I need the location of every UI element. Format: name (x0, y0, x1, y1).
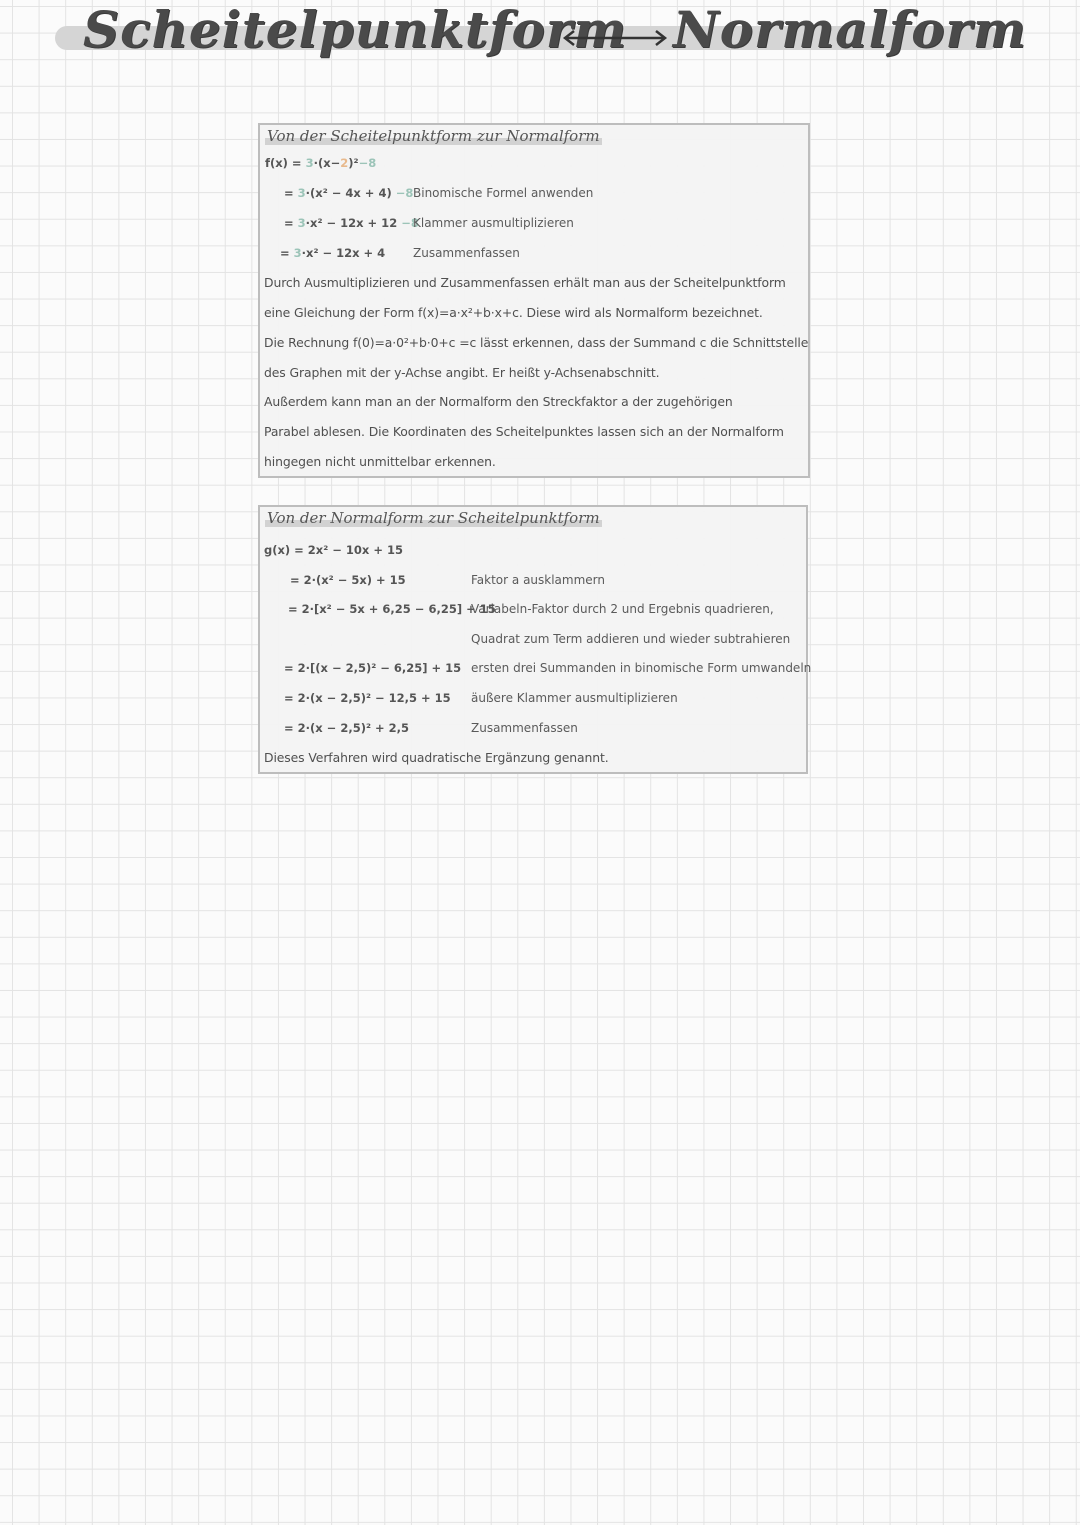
paragraph-line: eine Gleichung der Form f(x)=a·x²+b·x+c. Diese wird als Normalform bezeichnet. (264, 305, 763, 320)
paragraph-line: des Graphen mit der y-Achse angibt. Er heißt y-Achsenabschnitt. (264, 365, 660, 380)
section-scheitelpunkt-to-normal (258, 123, 810, 478)
equation-row: = 3·(x² − 4x + 4) −8 (284, 186, 414, 200)
equation-row: = 2·(x² − 5x) + 15 (290, 573, 406, 587)
equation-row: g(x) = 2x² − 10x + 15 (264, 543, 403, 557)
paragraph-line: Durch Ausmultiplizieren und Zusammenfassen erhält man aus der Scheitelpunktform (264, 275, 786, 290)
equation-row: = 2·(x − 2,5)² − 12,5 + 15 (284, 691, 451, 705)
step-description: Binomische Formel anwenden (413, 186, 594, 200)
step-description: Quadrat zum Term addieren und wieder subtrahieren (471, 632, 791, 646)
double-arrow-icon (560, 27, 670, 49)
equation-row: f(x) = 3·(x−2)²−8 (265, 156, 377, 170)
section-normal-to-scheitelpunkt (258, 505, 812, 774)
step-description: Zusammenfassen (471, 721, 578, 735)
equation-row: = 3·x² − 12x + 12 −8 (284, 216, 419, 230)
equation-row: = 2·[x² − 5x + 6,25 − 6,25] + 15 (288, 602, 496, 616)
paragraph-line: Die Rechnung f(0)=a·0²+b·0+c =c lässt erkennen, dass der Summand c die Schnittstelle (264, 335, 809, 350)
step-description: äußere Klammer ausmultiplizieren (471, 691, 678, 705)
paragraph-line: Außerdem kann man an der Normalform den Streckfaktor a der zugehörigen (264, 394, 733, 409)
equation-row: = 2·(x − 2,5)² + 2,5 (284, 721, 410, 735)
title-normalform: Normalform (673, 0, 1027, 59)
page-header (55, 0, 1027, 66)
paragraph-line: hingegen nicht unmittelbar erkennen. (264, 454, 496, 469)
equation-row: = 3·x² − 12x + 4 (280, 246, 386, 260)
section1-title: Von der Scheitelpunktform zur Normalform (267, 127, 600, 145)
step-description: Zusammenfassen (413, 246, 520, 260)
paragraph-line: Parabel ablesen. Die Koordinaten des Scheitelpunktes lassen sich an der Normalform (264, 424, 784, 439)
step-description: Klammer ausmultiplizieren (413, 216, 574, 230)
section2-title: Von der Normalform zur Scheitelpunktform (267, 509, 600, 527)
step-description: ersten drei Summanden in binomische Form umwandeln (471, 661, 812, 675)
title-scheitelpunktform: Scheitelpunktform (83, 0, 628, 59)
equation-row: = 2·[(x − 2,5)² − 6,25] + 15 (284, 661, 462, 675)
step-description: Variabeln-Faktor durch 2 und Ergebnis quadrieren, (471, 602, 774, 616)
step-description: Faktor a ausklammern (471, 573, 606, 587)
paragraph-line: Dieses Verfahren wird quadratische Ergänzung genannt. (264, 750, 609, 765)
